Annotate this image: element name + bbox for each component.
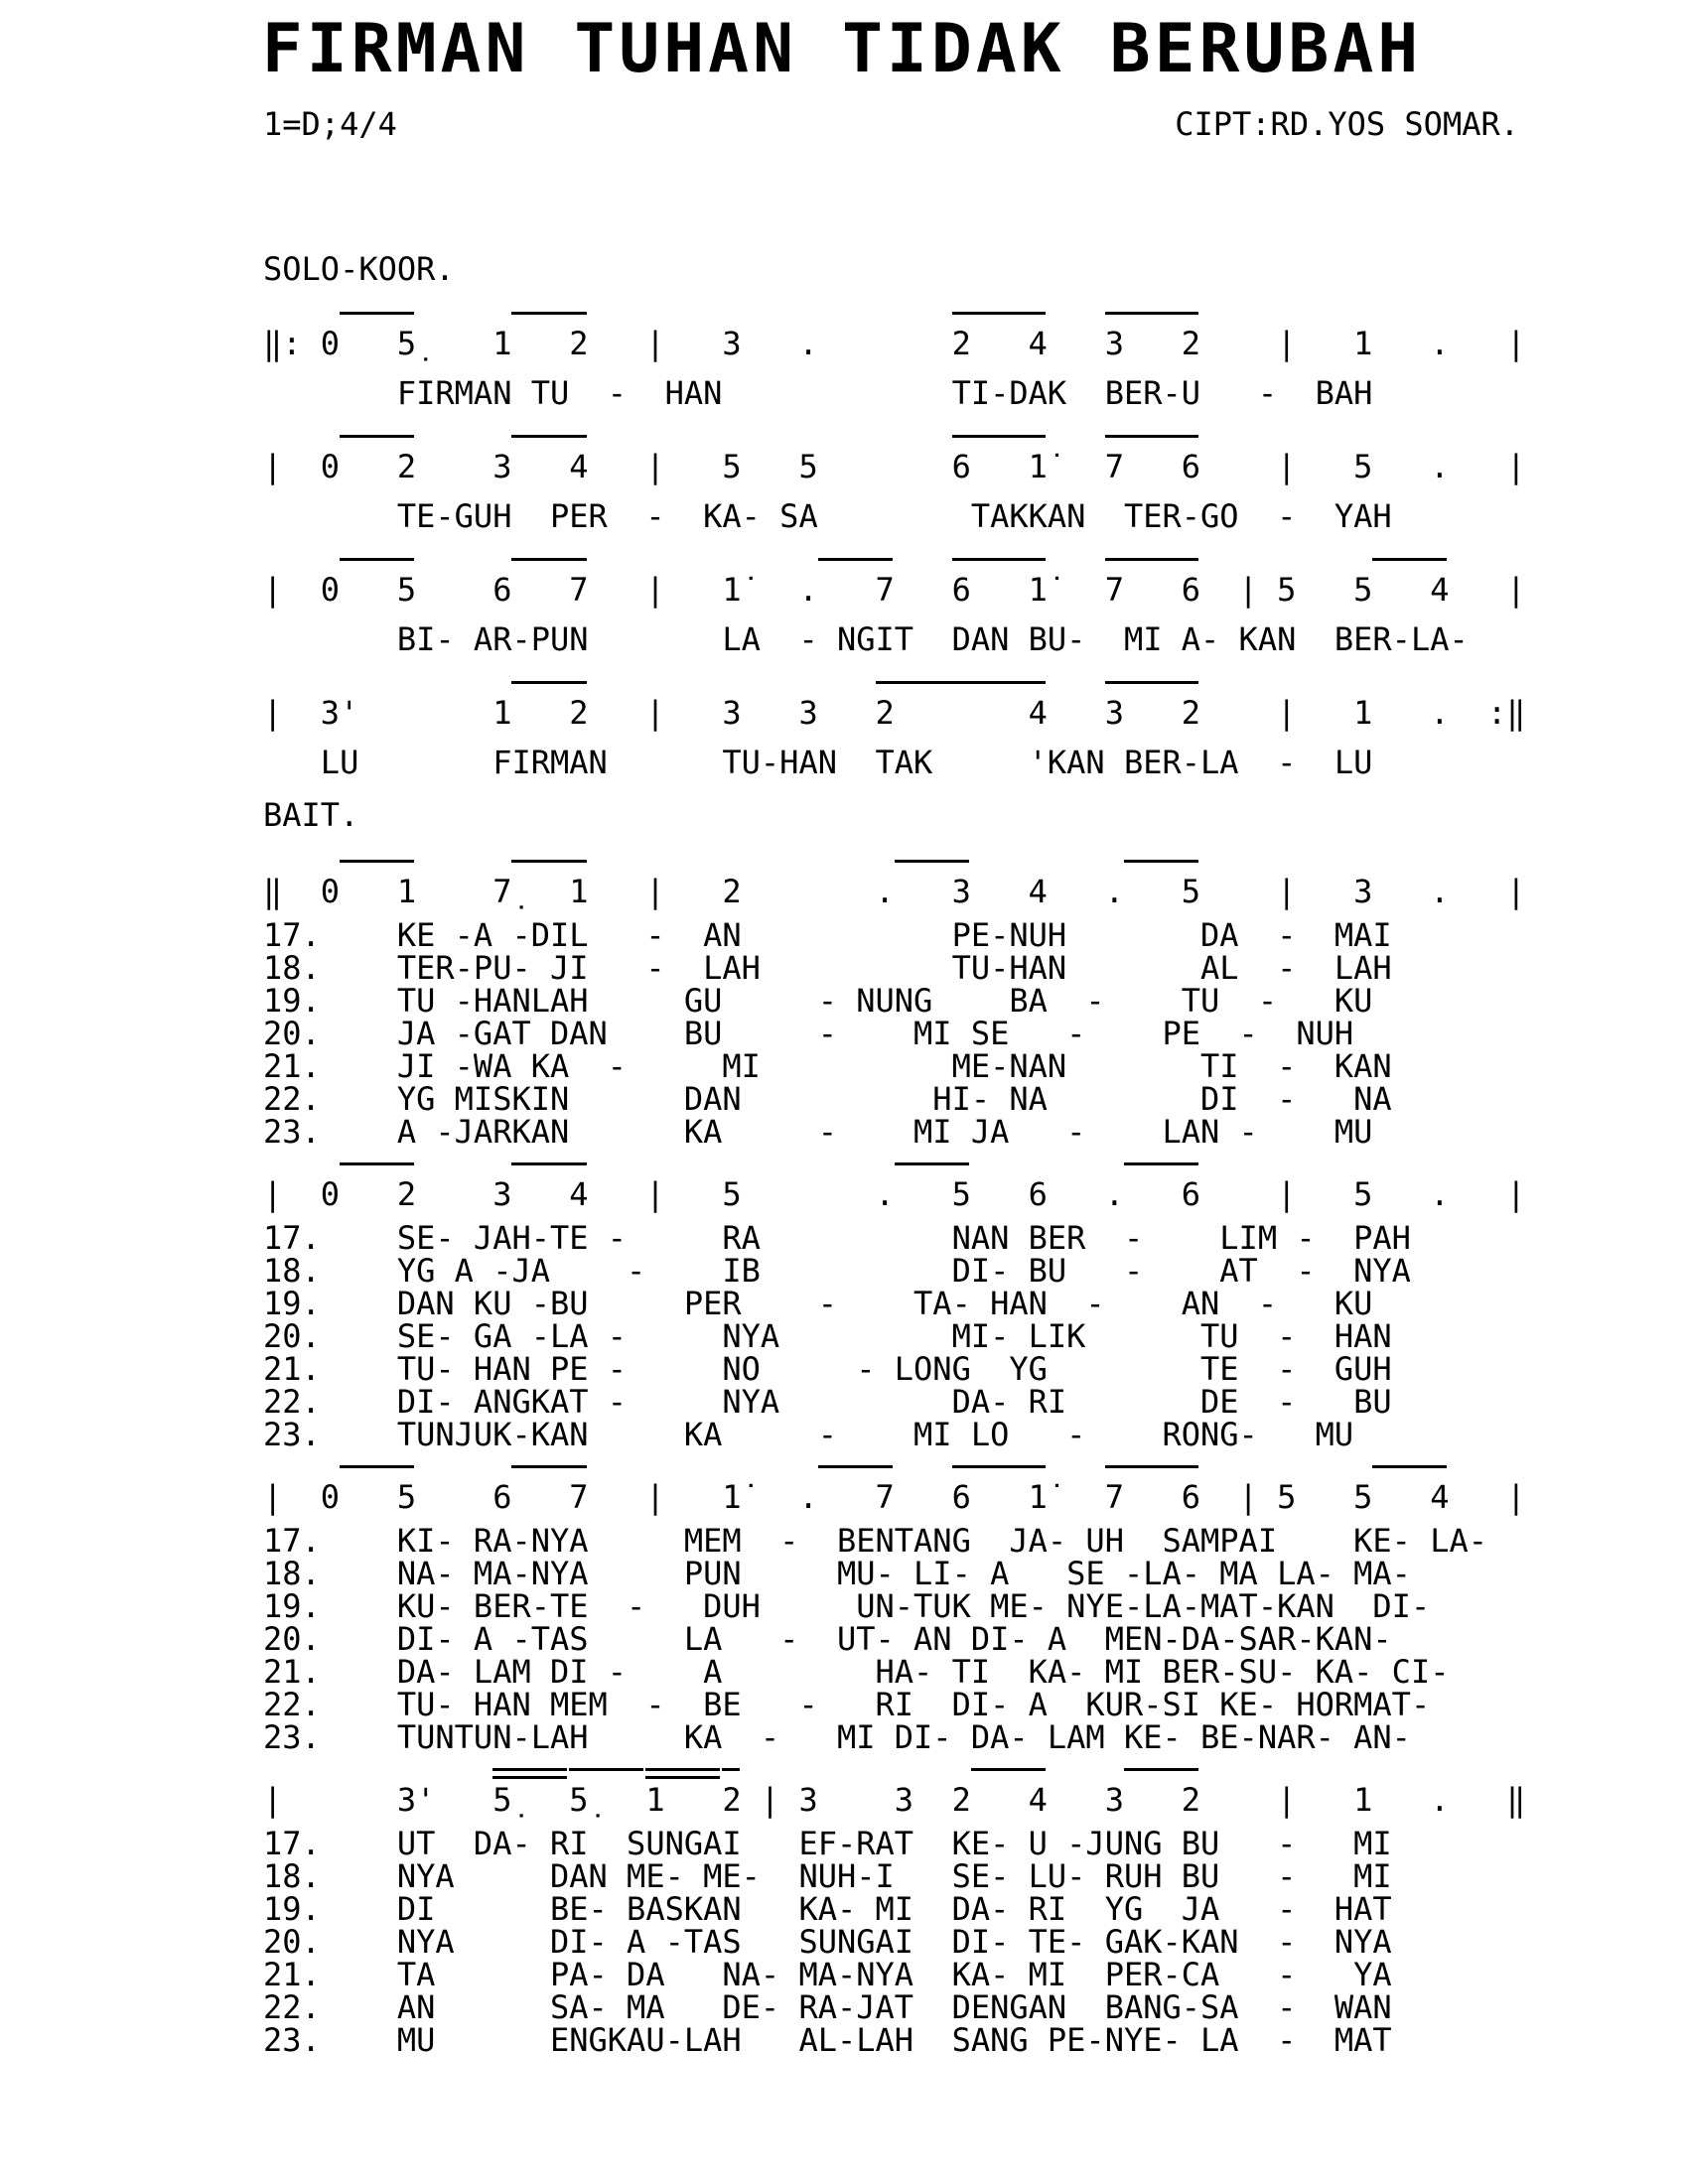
beam-segment: 1: [340, 873, 417, 910]
notation-segment: 3: [416, 1175, 512, 1213]
beam-segment: 2: [1123, 1781, 1201, 1819]
verse-block: [263, 1825, 1684, 2059]
beam-segment: 7 6: [1104, 571, 1201, 609]
score-content: [0, 250, 1684, 2057]
beam-segment: 4: [1372, 571, 1450, 609]
beam-segment: 2: [340, 448, 417, 485]
verse-line: 23. TUNJUK-KAN KA - MI LO - RONG- MU: [263, 1416, 1354, 1453]
beam-segment: 2: [511, 325, 589, 362]
lyric-line: LU FIRMAN TU-HAN TAK 'KAN BER-LA - LU: [263, 744, 1373, 781]
notation-segment: | 1 . ‖: [1200, 1781, 1526, 1819]
notation-line: [263, 427, 1684, 484]
verse-line: 22. DI- ANGKAT - NYA DA- RI DE - BU: [263, 1383, 1392, 1421]
beam-segment: 5: [340, 571, 417, 609]
verse-line: 17. KI- RA-NYA MEM - BENTANG JA- UH SAMPAI KE- LA-: [263, 1522, 1487, 1560]
notation-segment: | 1̇ .: [588, 1478, 818, 1516]
verse-line: 18. NA- MA-NYA PUN MU- LI- A SE -LA- MA LA- MA-: [263, 1555, 1411, 1592]
bait-stanzas: [263, 848, 1684, 2057]
notation-segment: | 1 . :‖: [1200, 694, 1526, 732]
notation-segment: | 3': [263, 1781, 493, 1819]
verse-line: 19. TU -HANLAH GU - NUNG BA - TU - KU: [263, 982, 1373, 1020]
verse-line: 23. TUNTUN-LAH KA - MI DI- DA- LAM KE- BE-NAR- AN-: [263, 1718, 1411, 1756]
beam-segment: 6: [1123, 1175, 1201, 1213]
verse-line: 17. UT DA- RI SUNGAI EF-RAT KE- U -JUNG BU - MI: [263, 1825, 1392, 1862]
beam-segment: 7 6: [1104, 1478, 1201, 1516]
verse-line: 17. KE -A -DIL - AN PE-NUH DA - MAI: [263, 916, 1392, 954]
verse-line: 21. TA PA- DA NA- MA-NYA KA- MI PER-CA - YA: [263, 1956, 1392, 1993]
verse-line: 18. TER-PU- JI - LAH TU-HAN AL - LAH: [263, 949, 1392, 987]
notation-segment: | 1 . |: [1200, 325, 1526, 362]
beam-segment: 2: [340, 1175, 417, 1213]
solo-system: [263, 304, 1684, 411]
notation-segment: [1048, 695, 1105, 731]
notation-segment: | 3 .: [588, 325, 952, 362]
notation-segment: | 5 5: [1200, 571, 1373, 609]
composer-credit: CIPT:RD.YOS SOMAR.: [1175, 105, 1519, 143]
verse-line: 20. SE- GA -LA - NYA MI- LIK TU - HAN: [263, 1317, 1392, 1355]
notation-segment: ‖: 0: [263, 325, 341, 362]
notation-segment: [1048, 326, 1105, 361]
beam-segment: 7: [511, 1478, 589, 1516]
verse-line: 19. DI BE- BASKAN KA- MI DA- RI YG JA - HAT: [263, 1890, 1392, 1928]
verse-line: 18. NYA DAN ME- ME- NUH-I SE- LU- RUH BU - MI: [263, 1857, 1392, 1895]
solo-system: [263, 673, 1684, 780]
notation-line: [263, 550, 1684, 608]
notation-segment: | 3 3: [588, 694, 876, 732]
verse-block: [263, 1219, 1684, 1453]
verse-line: 21. TU- HAN PE - NO - LONG YG TE - GUH: [263, 1350, 1392, 1388]
notation-segment: | 0: [263, 448, 341, 485]
verse-line: 20. JA -GAT DAN BU - MI SE - PE - NUH: [263, 1015, 1354, 1052]
bait-stanza: [263, 1151, 1684, 1451]
notation-segment: | 0: [263, 1175, 341, 1213]
notation-segment: [1048, 572, 1105, 608]
verse-block: [263, 916, 1684, 1151]
notation-segment: | 0: [263, 1478, 341, 1516]
beam-segment: 2 4: [951, 325, 1048, 362]
verse-line: 20. NYA DI- A -TAS SUNGAI DI- TE- GAK-KAN - NYA: [263, 1923, 1392, 1961]
beam-segment: 5: [340, 1478, 417, 1516]
verse-line: 20. DI- A -TAS LA - UT- AN DI- A MEN-DA-SAR-KAN-: [263, 1620, 1392, 1658]
notation-segment: |: [1449, 1478, 1526, 1516]
beam-segment: 4: [511, 1175, 589, 1213]
notation-segment: | 3 3 2: [741, 1781, 971, 1819]
verse-line: 17. SE- JAH-TE - RA NAN BER - LIM - PAH: [263, 1219, 1411, 1257]
notation-segment: ‖ 0: [263, 873, 341, 910]
notation-segment: | 5 . |: [1200, 1175, 1526, 1213]
notation-segment: 1: [416, 325, 512, 362]
notation-segment: | 5 . |: [1200, 448, 1526, 485]
solo-section-label: SOLO-KOOR.: [263, 250, 455, 288]
verse-line: 23. MU ENGKAU-LAH AL-LAH SANG PE-NYE- LA - MAT: [263, 2021, 1392, 2059]
beam-segment: 4: [970, 1781, 1048, 1819]
notation-segment: | 5 5: [1200, 1478, 1373, 1516]
notation-segment: 7̣: [416, 873, 512, 910]
beam-segment: 7: [817, 1478, 895, 1516]
bait-stanza: [263, 1756, 1684, 2057]
verse-line: 19. DAN KU -BU PER - TA- HAN - AN - KU: [263, 1285, 1373, 1322]
beam-segment: 2: [511, 694, 589, 732]
song-title: FIRMAN TUHAN TIDAK BERUBAH: [261, 10, 1423, 88]
solo-system: [263, 550, 1684, 657]
verse-line: 18. YG A -JA - IB DI- BU - AT - NYA: [263, 1252, 1411, 1290]
beam-segment: 5: [1123, 873, 1201, 910]
verse-line: 21. JI -WA KA - MI ME-NAN TI - KAN: [263, 1047, 1392, 1085]
verse-line: 22. AN SA- MA DE- RA-JAT DENGAN BANG-SA - WAN: [263, 1988, 1392, 2026]
beam-segment: 1: [645, 1781, 723, 1819]
verse-line: 22. YG MISKIN DAN HI- NA DI - NA: [263, 1080, 1392, 1118]
beam-segment: 4: [1372, 1478, 1450, 1516]
notation-line: [263, 673, 1684, 731]
notation-line: [263, 304, 1684, 361]
notation-line: [263, 1756, 1684, 1818]
beam-segment: 7 6: [1104, 448, 1201, 485]
beam-segment: 6 1̇: [951, 571, 1048, 609]
lyric-line: FIRMAN TU - HAN TI-DAK BER-U - BAH: [263, 374, 1373, 412]
beam-segment: 5: [894, 1175, 971, 1213]
beam-segment: 3: [894, 873, 971, 910]
bait-stanza: [263, 1453, 1684, 1754]
solo-systems: [263, 304, 1684, 780]
notation-segment: [895, 572, 952, 608]
lyric-line: TE-GUH PER - KA- SA TAKKAN TER-GO - YAH: [263, 497, 1392, 535]
notation-segment: 6 .: [970, 1175, 1124, 1213]
verse-line: 22. TU- HAN MEM - BE - RI DI- A KUR-SI KE- HORMAT-: [263, 1686, 1431, 1723]
beam-segment: 6 1̇: [951, 1478, 1048, 1516]
beam-segment: 3 2: [1104, 694, 1201, 732]
beam-segment: 3 2: [1104, 325, 1201, 362]
solo-system: [263, 427, 1684, 534]
notation-line: [263, 848, 1684, 909]
notation-line: [263, 1453, 1684, 1515]
verse-line: 21. DA- LAM DI - A HA- TI KA- MI BER-SU- KA- CI-: [263, 1653, 1450, 1691]
beam-segment: 7: [817, 571, 895, 609]
notation-segment: [1048, 449, 1105, 484]
beam-segment: 7: [511, 571, 589, 609]
key-signature: 1=D;4/4: [263, 105, 397, 143]
notation-line: [263, 1151, 1684, 1212]
header-meta-row: [0, 89, 1684, 143]
notation-segment: 4 .: [970, 873, 1124, 910]
beam-segment: 6 1̇: [951, 448, 1048, 485]
notation-segment: | 5 .: [588, 1175, 895, 1213]
verse-line: 19. KU- BER-TE - DUH UN-TUK ME- NYE-LA-MAT-KAN DI-: [263, 1587, 1431, 1625]
bait-section-label: BAIT.: [263, 796, 359, 834]
notation-segment: | 1̇ .: [588, 571, 818, 609]
notation-segment: 6: [416, 1478, 512, 1516]
verse-line: 23. A -JARKAN KA - MI JA - LAN - MU: [263, 1113, 1373, 1151]
notation-segment: | 2 .: [588, 873, 895, 910]
beam-segment: 5̣: [492, 1781, 570, 1819]
bait-stanza: [263, 848, 1684, 1149]
beam-segment: 5̣: [340, 325, 417, 362]
beam-segment: 2: [722, 1781, 742, 1819]
notation-segment: [895, 1479, 952, 1515]
verse-block: [263, 1522, 1684, 1756]
notation-segment: | 0: [263, 571, 341, 609]
notation-segment: 3: [1047, 1781, 1124, 1819]
notation-segment: 3: [416, 448, 512, 485]
beam-segment: 4: [511, 448, 589, 485]
notation-segment: | 3' 1: [263, 694, 512, 732]
notation-segment: 6: [416, 571, 512, 609]
notation-segment: |: [1449, 571, 1526, 609]
beam-segment: 5̣: [569, 1781, 646, 1819]
beam-segment: 1: [511, 873, 589, 910]
lyric-line: BI- AR-PUN LA - NGIT DAN BU- MI A- KAN BER-LA-: [263, 620, 1469, 658]
beam-segment: 2 4: [875, 694, 1048, 732]
notation-segment: | 3 . |: [1200, 873, 1526, 910]
notation-segment: | 5 5: [588, 448, 952, 485]
notation-segment: [1048, 1479, 1105, 1515]
